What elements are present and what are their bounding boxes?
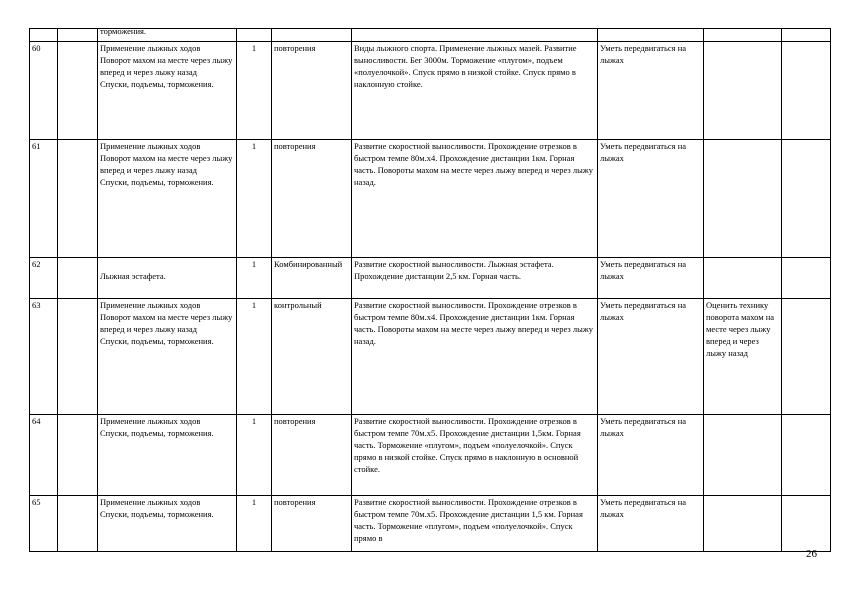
- hours: 1: [251, 141, 257, 151]
- requirements-cell: [598, 42, 704, 140]
- hours: 1: [251, 300, 257, 310]
- spacer-cell: [58, 42, 98, 140]
- requirements-cell: [598, 415, 704, 496]
- hours: 1: [251, 259, 257, 269]
- lesson-type-cell: [272, 42, 352, 140]
- page-number: 26: [806, 548, 817, 560]
- lesson-type-cell: [272, 299, 352, 415]
- hours: 1: [251, 497, 257, 507]
- continuation-row: [30, 29, 831, 42]
- row-number-cell: [30, 415, 58, 496]
- content-cell: [352, 42, 598, 140]
- requirements-cell: [598, 140, 704, 258]
- table-row: [30, 258, 831, 299]
- lesson-type: контрольный: [274, 300, 322, 310]
- content-cell: [352, 496, 598, 552]
- table-row: [30, 299, 831, 415]
- control-cell: [704, 496, 782, 552]
- content: Развитие скоростной выносливости. Прохождение отрезков в быстром темпе 80м.х4. Прохождение дистанции 1км. Горная часть. Повороты махом на месте через лыжу вперед и через лыжу назад.: [354, 141, 593, 187]
- control-cell: [704, 415, 782, 496]
- content-cell: [352, 258, 598, 299]
- topic: Применение лыжных ходов Поворот махом на месте через лыжу вперед и через лыжу назад Спуски, подъемы, торможения.: [100, 43, 233, 89]
- date-cell: [782, 299, 831, 415]
- content: Развитие скоростной выносливости. Прохождение отрезков в быстром темпе 80м.х4. Прохождение дистанции 1км. Горная часть. Повороты махом на месте через лыжу вперед и через лыжу назад.: [354, 300, 593, 346]
- row-number-cell: [30, 299, 58, 415]
- topic-cell: [98, 496, 237, 552]
- requirements-cell: [598, 496, 704, 552]
- topic-cell: [98, 140, 237, 258]
- spacer-cell: [58, 415, 98, 496]
- topic: Лыжная эстафета.: [100, 271, 166, 281]
- lesson-type: повторения: [274, 141, 316, 151]
- control-cell: [704, 140, 782, 258]
- hours-cell: [237, 299, 272, 415]
- requirements-cell: [598, 258, 704, 299]
- topic: Применение лыжных ходов Спуски, подъемы, торможения.: [100, 416, 214, 438]
- content-cell: [352, 415, 598, 496]
- content: Развитие скоростной выносливости. Прохождение отрезков в быстром темпе 70м.х5. Прохождение дистанции 1,5км. Горная часть. Торможение «плугом», подъем «полуелочкой». Спуск прямо в низкой стойке. Спуск прямо в наклонную в основной стойке.: [354, 416, 581, 474]
- table-row: [30, 496, 831, 552]
- requirements: Уметь передвигаться на лыжах: [600, 416, 687, 438]
- content: Виды лыжного спорта. Применение лыжных мазей. Развитие выносливости. Бег 3000м. Торможение «плугом», подъем «полуелочкой». Спуск прямо в низкой стойке. Спуск прямо в наклонную стойке.: [354, 43, 577, 89]
- topic-cell: [98, 415, 237, 496]
- lesson-plan-table: [29, 28, 831, 552]
- row-number-cell: [30, 140, 58, 258]
- topic-cell: [98, 42, 237, 140]
- spacer-cell: [58, 496, 98, 552]
- lesson-type-cell: [272, 258, 352, 299]
- hours: 1: [251, 43, 257, 53]
- control: Оценить технику поворота махом на месте через лыжу вперед и через лыжу назад: [706, 300, 775, 358]
- continuation-topic: торможения.: [100, 28, 147, 36]
- row-number: 62: [32, 259, 41, 269]
- topic: Применение лыжных ходов Поворот махом на месте через лыжу вперед и через лыжу назад Спуски, подъемы, торможения.: [100, 141, 233, 187]
- row-number-cell: [30, 42, 58, 140]
- table-row: [30, 140, 831, 258]
- date-cell: [782, 415, 831, 496]
- row-number: 60: [32, 43, 41, 53]
- date-cell: [782, 140, 831, 258]
- topic: Применение лыжных ходов Спуски, подъемы, торможения.: [100, 497, 214, 519]
- control-cell: [704, 42, 782, 140]
- row-number: 63: [32, 300, 41, 310]
- table-row: [30, 415, 831, 496]
- row-number: 64: [32, 416, 41, 426]
- hours-cell: [237, 496, 272, 552]
- date-cell: [782, 258, 831, 299]
- row-number: 61: [32, 141, 41, 151]
- hours-cell: [237, 415, 272, 496]
- hours-cell: [237, 42, 272, 140]
- requirements: Уметь передвигаться на лыжах: [600, 300, 687, 322]
- continuation-topic-cell: [98, 29, 237, 42]
- content: Развитие скоростной выносливости. Прохождение отрезков в быстром темпе 70м.х5. Прохождение дистанции 1,5 км. Горная часть. Торможение «плугом», подъем «полуелочкой». Спуск прямо в: [354, 497, 583, 543]
- date-cell: [782, 42, 831, 140]
- topic: Применение лыжных ходов Поворот махом на месте через лыжу вперед и через лыжу назад Спуски, подъемы, торможения.: [100, 300, 233, 346]
- requirements: Уметь передвигаться на лыжах: [600, 497, 687, 519]
- requirements-cell: [598, 299, 704, 415]
- table-row: [30, 42, 831, 140]
- lesson-type-cell: [272, 140, 352, 258]
- hours-cell: [237, 140, 272, 258]
- spacer-cell: [58, 299, 98, 415]
- requirements: Уметь передвигаться на лыжах: [600, 141, 687, 163]
- row-number-cell: [30, 496, 58, 552]
- hours-cell: [237, 258, 272, 299]
- lesson-type-cell: [272, 415, 352, 496]
- lesson-type: повторения: [274, 497, 316, 507]
- topic-cell: [98, 299, 237, 415]
- spacer-cell: [58, 140, 98, 258]
- control-cell: [704, 299, 782, 415]
- content: Развитие скоростной выносливости. Лыжная эстафета. Прохождение дистанции 2,5 км. Горная часть.: [354, 259, 554, 281]
- lesson-type: повторения: [274, 43, 316, 53]
- content-cell: [352, 299, 598, 415]
- row-number-cell: [30, 258, 58, 299]
- lesson-type-cell: [272, 496, 352, 552]
- control-cell: [704, 258, 782, 299]
- topic-cell: [98, 258, 237, 299]
- lesson-type: Комбинированный: [274, 259, 343, 269]
- content-cell: [352, 140, 598, 258]
- requirements: Уметь передвигаться на лыжах: [600, 43, 687, 65]
- hours: 1: [251, 416, 257, 426]
- row-number: 65: [32, 497, 41, 507]
- lesson-type: повторения: [274, 416, 316, 426]
- date-cell: [782, 496, 831, 552]
- requirements: Уметь передвигаться на лыжах: [600, 259, 687, 281]
- spacer-cell: [58, 258, 98, 299]
